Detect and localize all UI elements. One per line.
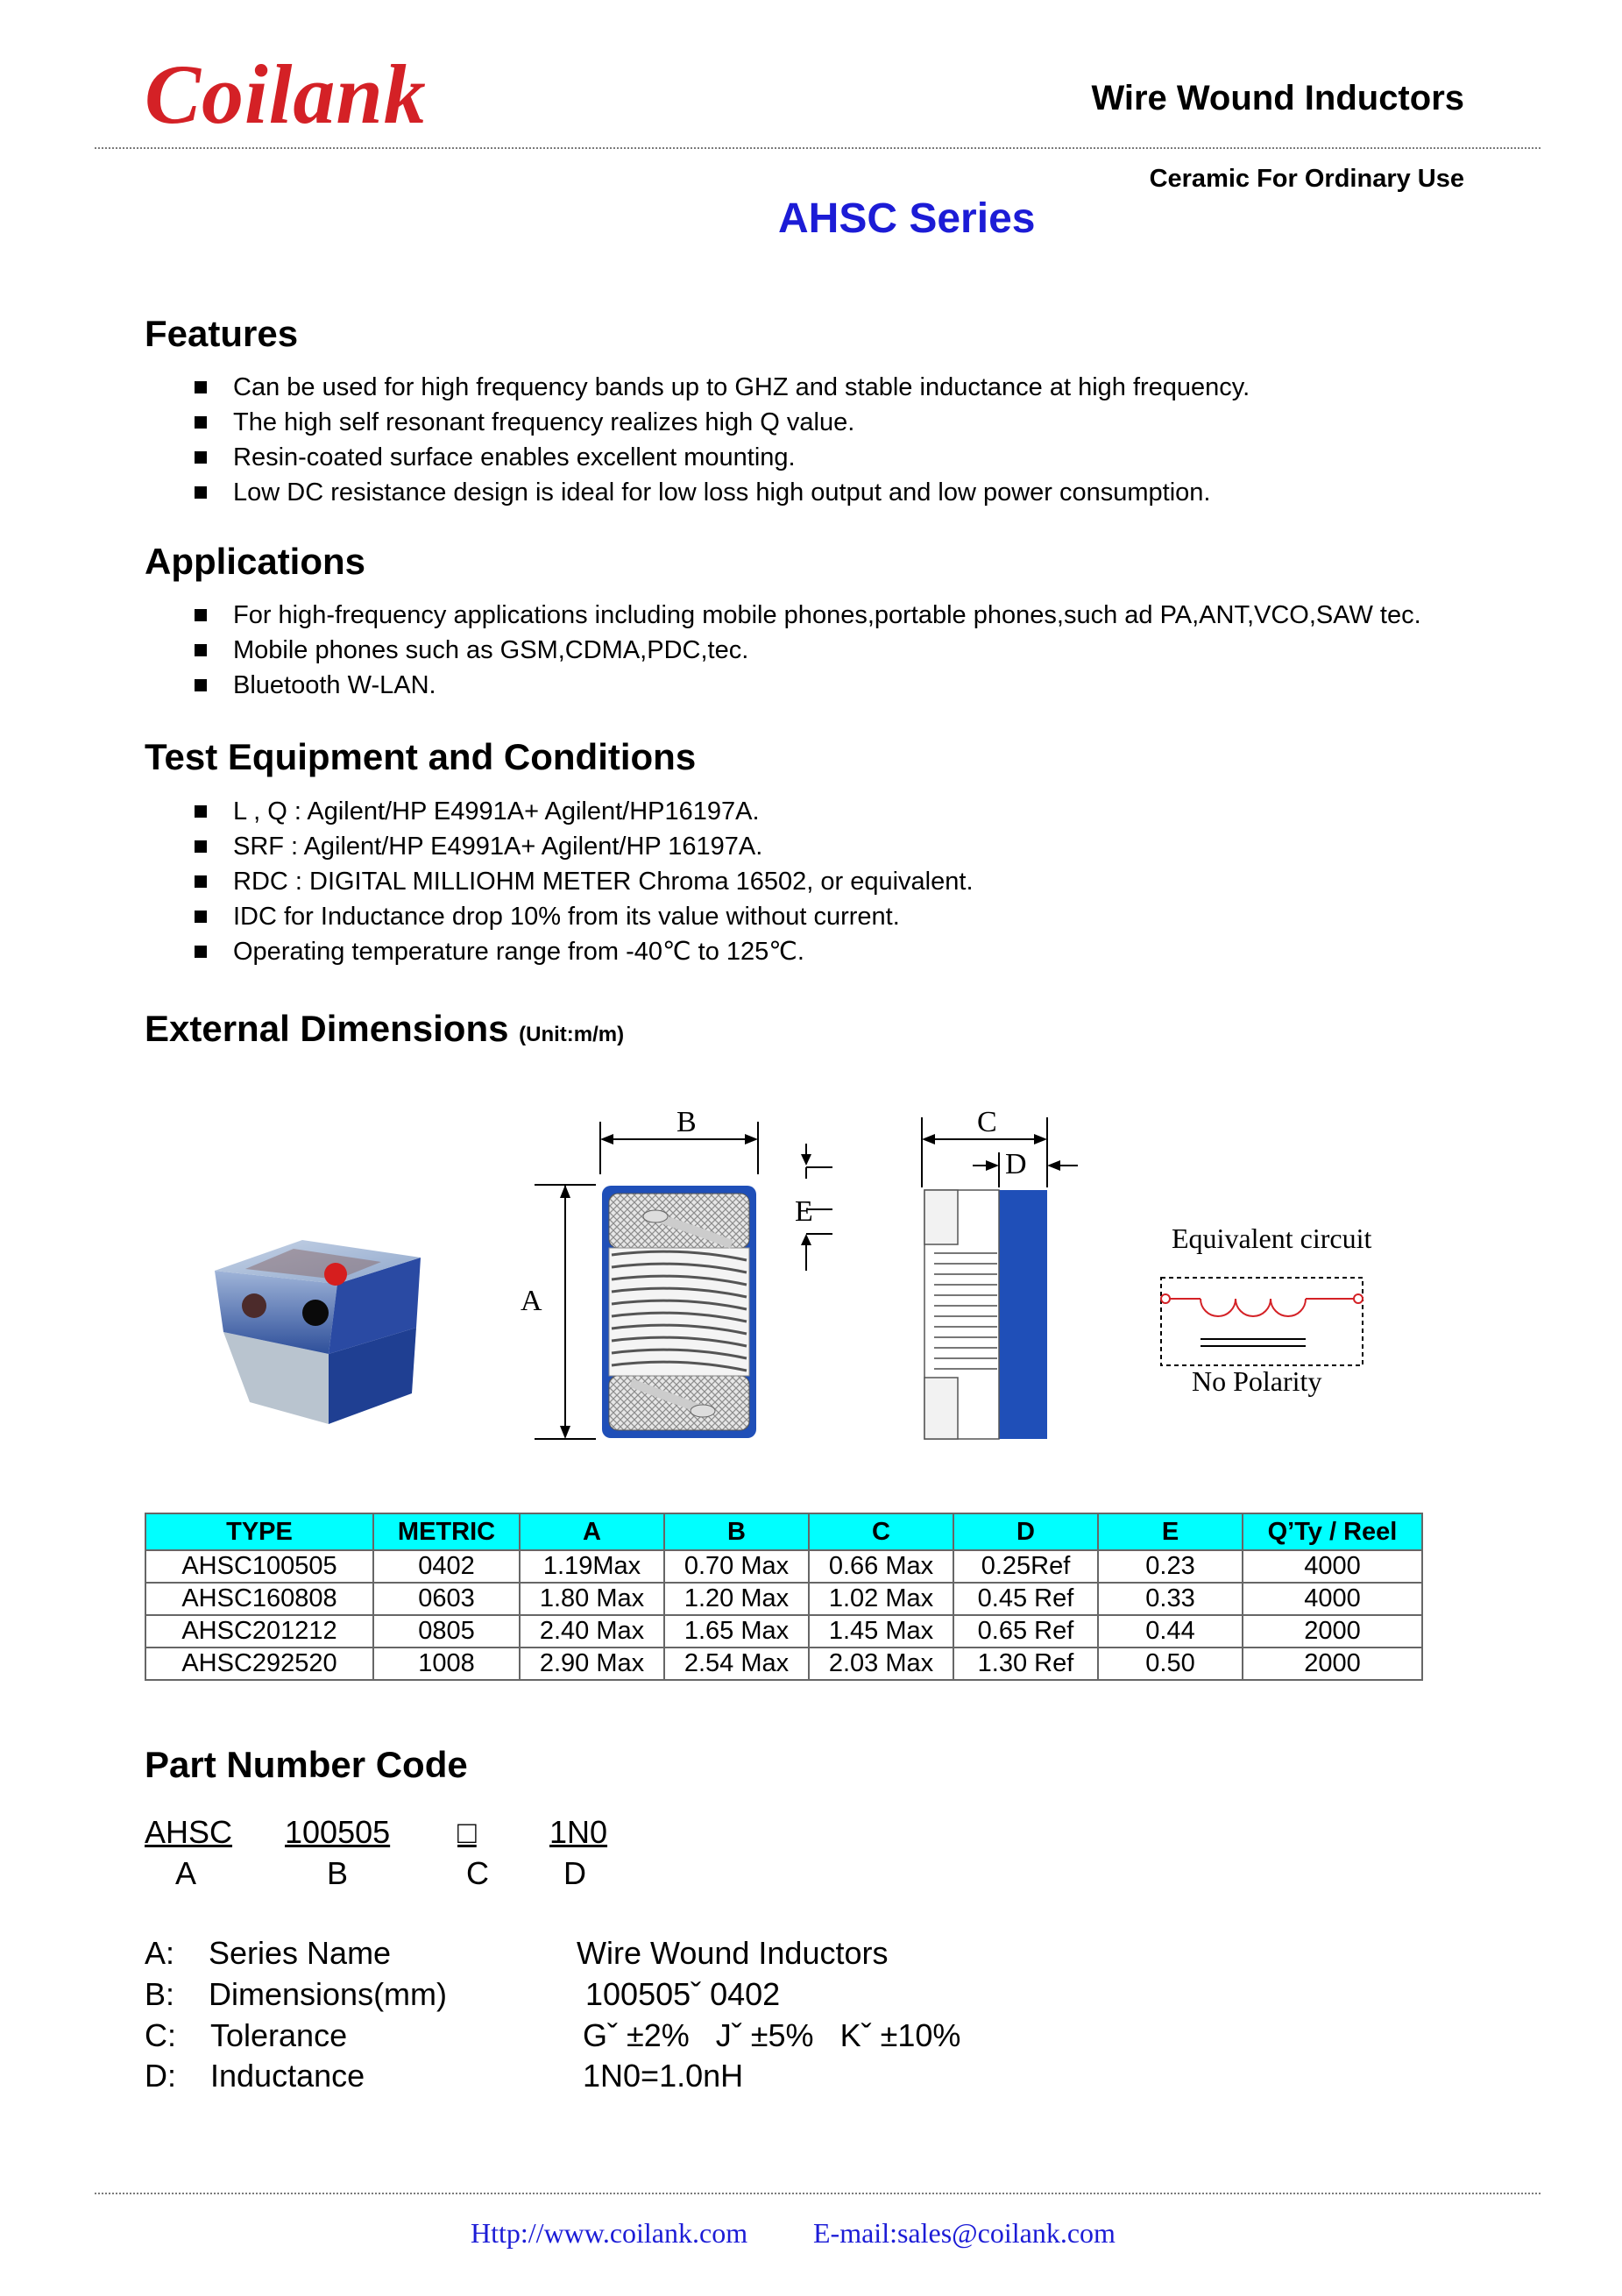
table-cell: 2000	[1243, 1648, 1422, 1680]
table-cell: 2000	[1243, 1615, 1422, 1648]
label-d: D	[1005, 1148, 1027, 1180]
table-cell: AHSC160808	[145, 1583, 373, 1615]
table-cell: 0.25Ref	[953, 1550, 1098, 1583]
header-divider	[95, 147, 1541, 149]
legend-value: Gˇ ±2% Jˇ ±5% Kˇ ±10%	[583, 2017, 961, 2053]
list-item: Mobile phones such as GSM,CDMA,PDC,tec.	[195, 633, 1421, 668]
list-item: IDC for Inductance drop 10% from its value without current.	[195, 899, 974, 934]
table-cell: 0.66 Max	[809, 1550, 953, 1583]
table-cell: 0603	[373, 1583, 520, 1615]
product-photo	[197, 1201, 434, 1428]
legend-key: D:	[145, 2058, 176, 2094]
code-inductance: 1N0	[549, 1814, 608, 1850]
document-title: Wire Wound Inductors	[1091, 79, 1464, 117]
legend-key: B:	[145, 1976, 175, 2012]
list-item: Resin-coated surface enables excellent mounting.	[195, 440, 1250, 475]
column-header: METRIC	[373, 1513, 520, 1550]
column-header: D	[953, 1513, 1098, 1550]
list-item: Low DC resistance design is ideal for low loss high output and low power consumption.	[195, 475, 1250, 510]
list-item: Operating temperature range from -40℃ to 125℃.	[195, 934, 974, 969]
features-list	[195, 370, 1250, 510]
list-item: Can be used for high frequency bands up to GHZ and stable inductance at high frequency.	[195, 370, 1250, 405]
test-list	[195, 794, 974, 969]
table-cell: 1.02 Max	[809, 1583, 953, 1615]
dimensions-unit: (Unit:m/m)	[519, 1023, 625, 1046]
table-cell: 2.40 Max	[520, 1615, 664, 1648]
table-cell: 2.03 Max	[809, 1648, 953, 1680]
part-number-heading: Part Number Code	[145, 1744, 468, 1785]
dimension-drawing	[508, 1104, 1402, 1455]
applications-list	[195, 598, 1421, 703]
table-row	[145, 1615, 1422, 1648]
list-item: The high self resonant frequency realizes high Q value.	[195, 405, 1250, 440]
table-cell: 1.19Max	[520, 1550, 664, 1583]
company-logo: Coilank	[145, 47, 427, 141]
series-title: AHSC Series	[778, 195, 1036, 242]
label-c: C	[977, 1106, 997, 1138]
applications-heading: Applications	[145, 541, 366, 582]
dimensions-heading	[145, 1008, 624, 1050]
code-tolerance: □	[457, 1814, 477, 1850]
table-cell: 0.70 Max	[664, 1550, 809, 1583]
label-b: B	[676, 1106, 697, 1138]
no-polarity-label: No Polarity	[1192, 1365, 1322, 1397]
table-cell: 1.45 Max	[809, 1615, 953, 1648]
footer-divider	[95, 2193, 1541, 2194]
column-header: TYPE	[145, 1513, 373, 1550]
table-cell: 0.44	[1098, 1615, 1243, 1648]
dimensions-title: External Dimensions	[145, 1008, 509, 1049]
column-header: E	[1098, 1513, 1243, 1550]
table-cell: 0.65 Ref	[953, 1615, 1098, 1648]
legend-key: A:	[145, 1935, 175, 1971]
column-header: A	[520, 1513, 664, 1550]
table-cell: 0.33	[1098, 1583, 1243, 1615]
list-item: Bluetooth W-LAN.	[195, 668, 1421, 703]
table-cell: 0805	[373, 1615, 520, 1648]
table-cell: 0.50	[1098, 1648, 1243, 1680]
legend-name: Dimensions(mm)	[209, 1976, 448, 2012]
legend-name: Tolerance	[210, 2017, 348, 2053]
code-dimension: 100505	[285, 1814, 391, 1850]
dimensions-table	[145, 1513, 1423, 1681]
table-cell: AHSC100505	[145, 1550, 373, 1583]
table-cell: AHSC201212	[145, 1615, 373, 1648]
table-row	[145, 1648, 1422, 1680]
label-e: E	[795, 1195, 813, 1228]
table-cell: 1008	[373, 1648, 520, 1680]
table-cell: 1.20 Max	[664, 1583, 809, 1615]
legend-name: Series Name	[209, 1935, 392, 1971]
table-cell: 4000	[1243, 1550, 1422, 1583]
code-letter-c: C	[466, 1855, 489, 1891]
legend-name: Inductance	[210, 2058, 365, 2094]
legend-value: Wire Wound Inductors	[577, 1935, 889, 1971]
column-header: C	[809, 1513, 953, 1550]
table-row	[145, 1583, 1422, 1615]
label-a: A	[521, 1285, 542, 1317]
table-row	[145, 1550, 1422, 1583]
code-letter-a: A	[175, 1855, 197, 1891]
table-cell: 0402	[373, 1550, 520, 1583]
table-cell: 1.30 Ref	[953, 1648, 1098, 1680]
table-cell: 1.80 Max	[520, 1583, 664, 1615]
table-cell: 0.45 Ref	[953, 1583, 1098, 1615]
equivalent-circuit-label: Equivalent circuit	[1172, 1222, 1372, 1254]
list-item: L , Q : Agilent/HP E4991A+ Agilent/HP16197A.	[195, 794, 974, 829]
list-item: For high-frequency applications including mobile phones,portable phones,such ad PA,ANT,VCO,SAW tec.	[195, 598, 1421, 633]
table-cell: 1.65 Max	[664, 1615, 809, 1648]
table-cell: 0.23	[1098, 1550, 1243, 1583]
legend-value: 1N0=1.0nH	[583, 2058, 744, 2094]
table-header-row	[145, 1513, 1422, 1550]
column-header: Q’Ty / Reel	[1243, 1513, 1422, 1550]
features-heading: Features	[145, 313, 299, 354]
document-subtitle: Ceramic For Ordinary Use	[1149, 165, 1464, 193]
legend-key: C:	[145, 2017, 176, 2053]
table-cell: AHSC292520	[145, 1648, 373, 1680]
table-cell: 2.54 Max	[664, 1648, 809, 1680]
list-item: RDC : DIGITAL MILLIOHM METER Chroma 16502, or equivalent.	[195, 864, 974, 899]
footer-email-link[interactable]: E-mail:sales@coilank.com	[813, 2217, 1116, 2249]
list-item: SRF : Agilent/HP E4991A+ Agilent/HP 16197A.	[195, 829, 974, 864]
code-letter-d: D	[563, 1855, 586, 1891]
test-heading: Test Equipment and Conditions	[145, 736, 697, 777]
table-cell: 2.90 Max	[520, 1648, 664, 1680]
footer-website-link[interactable]: Http://www.coilank.com	[471, 2217, 748, 2249]
code-series: AHSC	[145, 1814, 233, 1850]
code-letter-b: B	[327, 1855, 349, 1891]
column-header: B	[664, 1513, 809, 1550]
table-cell: 4000	[1243, 1583, 1422, 1615]
legend-value: 100505ˇ 0402	[585, 1976, 781, 2012]
